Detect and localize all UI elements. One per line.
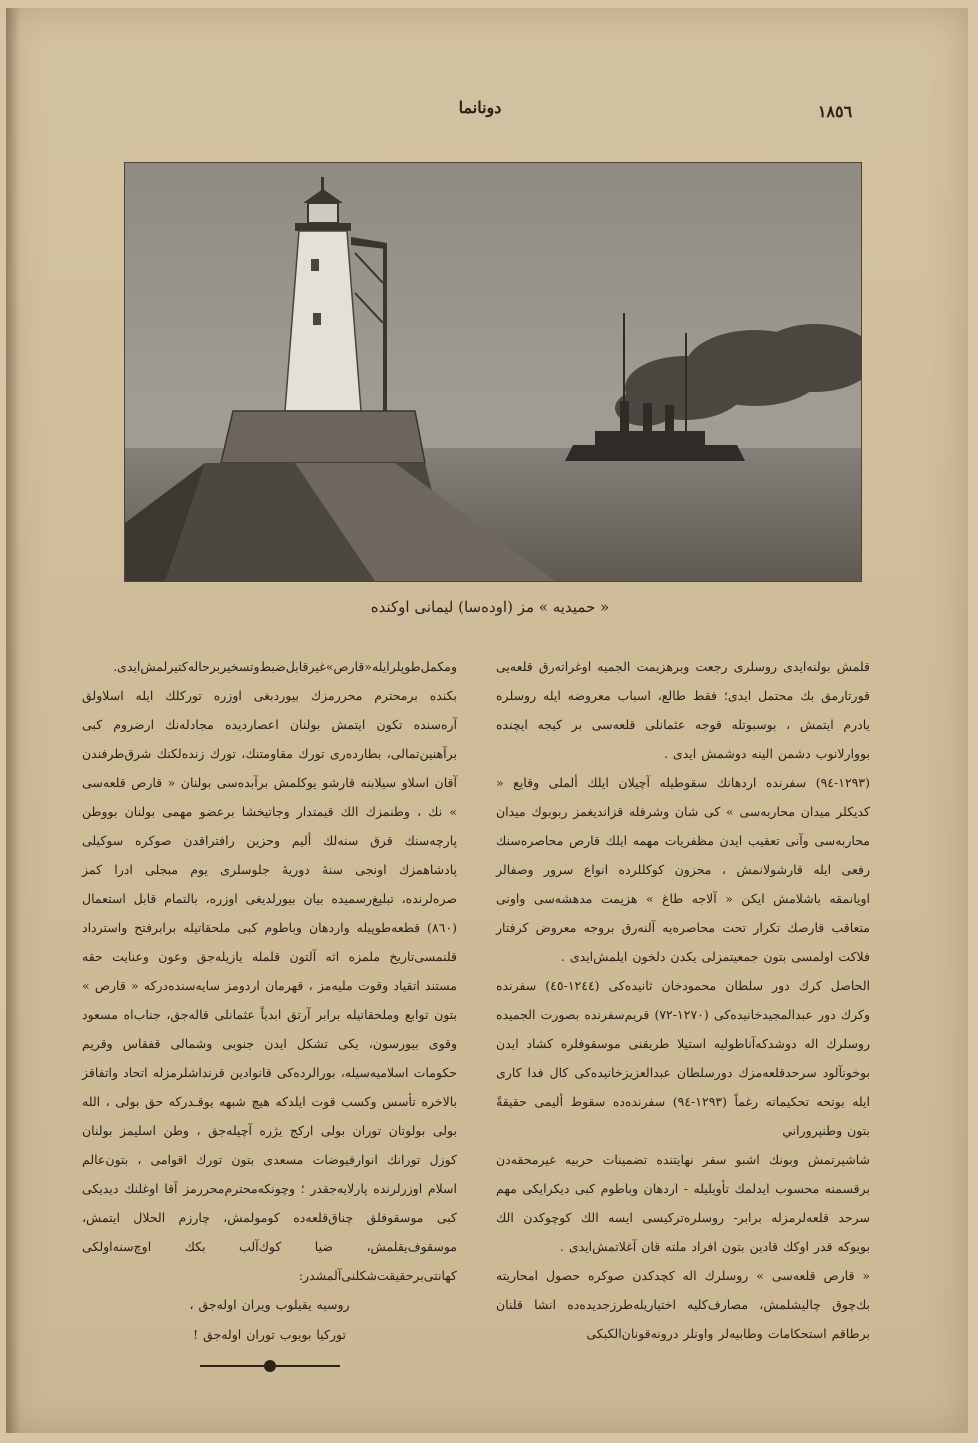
right-column-paragraph: الحاصل كرك دور سلطان محمودخان ثانيده‌كى (١٢٤٤-٤٥) سفرنده وكرك دور عبدالمجيدخانيده‌كى (١٢٧٠-٧٢) قريم‌سفرنده بصورت الجميده روسلرك اله دوشدكه‌آناطوليه استيلا طريقنى موسقوفلره كشاد ايدن بوخونآلود سرحدقلعه‌مزك دورسلطان عبدالعزيزخانيده‌كى كال فدا كارى ايله بوتحه تحكيماته رغماً (١٢٩٣-٩٤) سفرنده‌ده سقوط أليمى حقيقةً بتون وطنپروراني — [496, 978, 871, 1138]
left-text-column — [82, 652, 457, 1374]
right-column-paragraph: قلمش بولنه‌ايدى روسلرى رجعت وبرهزيمت الجميه اوغراته‌رق قلعه‌يى قورتارمق بك محتمل ايدى؛ فقط طالع، اسباب معروضه ايله روسلره يادرم ايتمش ، بوسبوتله قوجه عثمانلى قلعه‌سى بر كيجه ايچنده بووارلانوب دشمن الينه دوشمش ايدى . — [496, 659, 870, 761]
end-ornament-dot — [264, 1360, 276, 1372]
right-text-column — [496, 652, 870, 1348]
lighthouse-cruiser-photo — [124, 162, 862, 582]
left-column-paragraph: بكنده برمحترم محررمزك بيوردبغى اوزره توركلك ايله اسلاولق آره‌سنده تكون ايتمش بولنان اعصارديده مجادله‌نك ارضروم كبى برآهنين‌تمالى، بطارده‌رى تورك مقاومتنك، تورك زنده‌لكنك شرق‌طرفندن آقان اسلاو سيلابنه قارشو يوكلمش برآبده‌سى بولنان « قارص قلعه‌سى » نك ، وطنمزك الك قيمتدار وجاتيخشا برعضو مهمى بولنان بووطن پارچه‌سنك قرق سنه‌لك أليم وحزين رافتراقدن صوكره سوكيلى پادشاهمزك اونجى سنهٔ دوريهٔ جلوسلرى يوم مبجلى ادرا كمز صره‌لرنده، تبليغ‌رسميده بيان بيورلديغى اوزره، بالتمام قابل استعمال (٨٦٠) قطعه‌طوپيله واردهان وباطوم كبى ملحقاتيله برابرفتح واسترداد قلنمسى‌تاريخ ملمزه‌ اثه آلتون قلمله يازيله‌جق وعون وعنايت حقه مستند اتقياد وقوت مليه‌مز ، قهرمان اردومز سايه‌سنده‌دركه « قارص » بتون توابع وملحقاتيله برابر آرتق ابدياً عثمانلى قاله‌جق، جناب‌اه مسعود وقوى بيورسون، يكى تشكل ايدن جنوبى وشمالى قفقاس وقريم حكومات اسلاميه‌سيله، بورالرده‌كى قانوادين قرنداشلرمزله اتحاد واتفاقز بالاخره تأسس وكسب قوت ايلدكه هيچ شبهه يوقـدركه حق بولى ، الله بولى بولوتان توران بولى اركج يژره آچيله‌جق ، وطن اسليمز بولنان كوزل تورانك انوارفيوضات مسعدى بتون تورك اقوامى ، بتون‌عالم اسلام اوزرلرنده پارلايه‌جقدر ؛ وچونكه‌محترم‌محررمز آقا اوغلنك ديديكى كبى موسقوفلق چناق‌قلعه‌ده كومولمش، چارزم الحلال ايتمش، موسقوف‌يقلمش، ضيا كوك‌آلب بكك اوچ‌سنه‌اولكى كهانتى‌برحقيقت‌شكلنى‌آلمشدر: — [82, 688, 457, 1283]
left-column-paragraph: ومكمل‌طوپلرايله«قارص»غيرقابل‌ضبط‌وتسخيربرحاله‌كتيرلمش‌ايدى. — [113, 659, 457, 674]
verse-line: توركيا بويوب توران اوله‌جق ! — [193, 1327, 346, 1342]
right-column-paragraph: شاشيرتمش وبونك اشبو سفر نهايتنده تضمينات حربيه غيرمحقه‌دن برقسمنه محسوب ايدلمك تأويليله - اردهان وباطوم كبى ديكرايكى مهم سرحد قلعه‌لرمزله برابر- روسلره‌ترکيسى ايسه الك كوچوكدن الك بويوكه قدر اوكك قادين بتون افراد ملته قان آغلاتمش‌ايدى . — [496, 1152, 870, 1254]
right-column-paragraph: (١٢٩٣-٩٤) سفرنده اردهانك سقوطيله آچيلان ايلك ألملى وقايع « كديكلر ميدان محاربه‌سى » كى شان وشرفله قزانديغمز ربوبوك ميدان محاربه‌سى وآنى تعقيب ايدن مظفريات مهمه ايلك قارص محاصره‌سنك رفعى ايله قارشولانمش ، محزون كوكللرده انواع سرور وصفالر اويانمقه باشلامش ايكن « آلاجه طاغ » هزيمت مدهشه‌سى واونى متعاقب قارصك تكرار تحت محاصره‌يه آلنه‌رق بروجه معروض كرفتار فلاكت اولمسى بتون جمعيتمزلى يكدن دلخون ايلمش‌ايدى . — [496, 775, 870, 964]
page-binding-shadow — [6, 8, 20, 1433]
page-number: ١٨٥٦ — [817, 102, 853, 121]
end-ornament — [180, 1358, 360, 1374]
verse-line: روسيه يقيلوب ويران اوله‌جق ، — [189, 1297, 350, 1312]
running-header-title: دونانما — [458, 98, 502, 117]
right-column-paragraph: « قارص قلعه‌سى » روسلرك اله كچدكدن صوكره حصول امحاريته بك‌چوق چاليشلمش، مصارف‌كليه اختياريله‌طرزجديده‌ده انشا قلنان برطاقم استحكامات وطابيه‌لر واونلر درونه‌قونان‌الكبكى — [496, 1268, 870, 1341]
photo-caption: « حميديه » مز (اوده‌سا) ليمانى اوكنده — [370, 598, 610, 616]
